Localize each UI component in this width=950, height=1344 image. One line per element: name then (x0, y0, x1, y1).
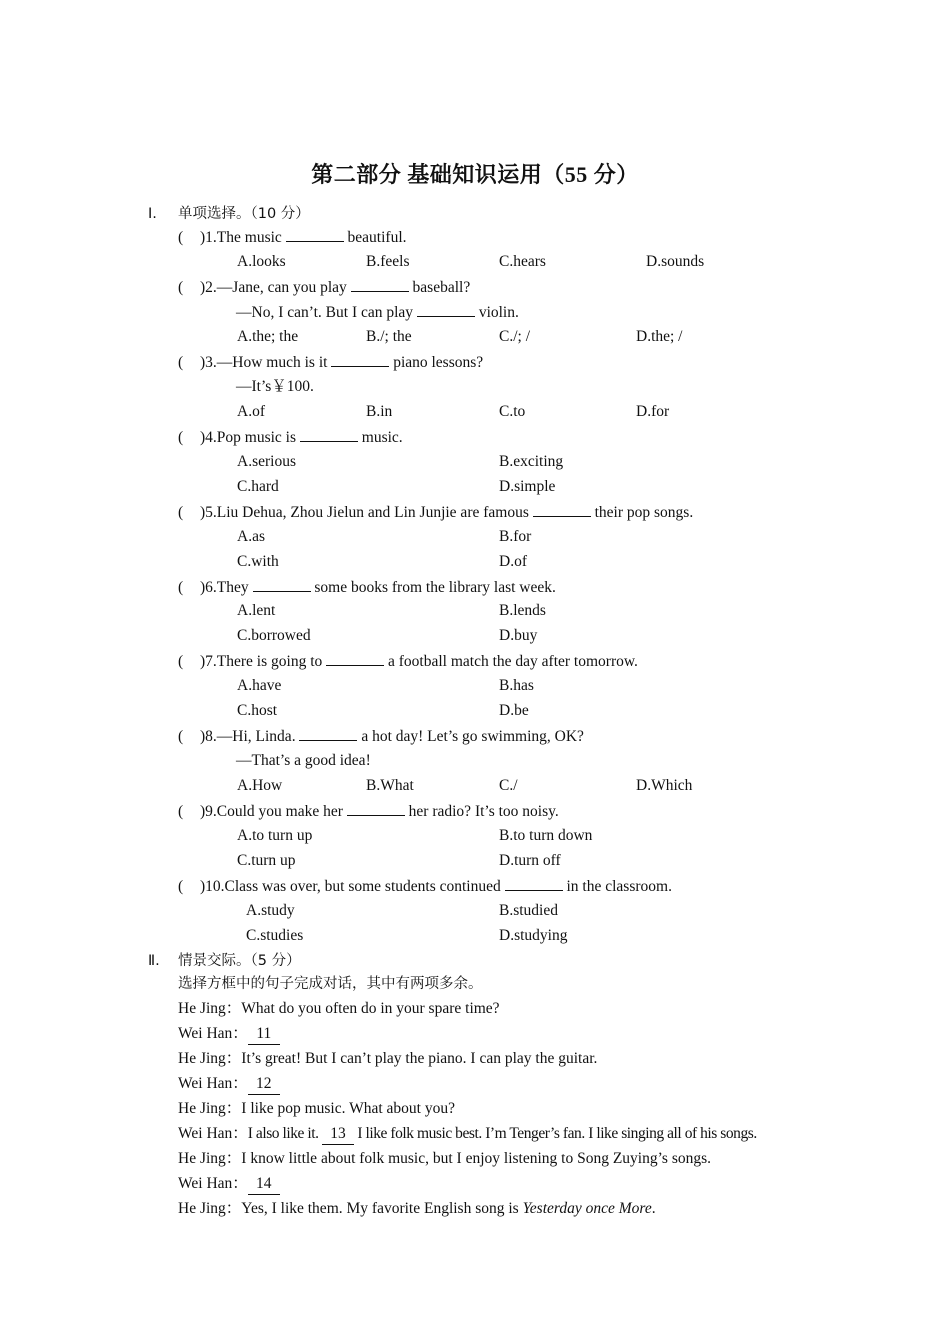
answer-blank (286, 227, 344, 242)
dialogue-line: He Jing：I like pop music. What about you? (178, 1100, 455, 1117)
dialogue-line: He Jing：What do you often do in your spare time? (178, 1000, 500, 1017)
section-2-title: 情景交际。（5 分） (178, 953, 301, 969)
dialogue-blank: 13 (322, 1124, 354, 1145)
option: B.What (366, 777, 414, 794)
option: A.the; the (237, 328, 299, 345)
question-2-reply: —No, I can’t. But I can play violin. (236, 304, 519, 321)
answer-blank (351, 277, 409, 292)
dialogue-blank: 14 (248, 1174, 280, 1195)
option: B.lends (499, 602, 546, 619)
question-2: ( )2.—Jane, can you play baseball? (178, 279, 471, 296)
question-4: ( )4.Pop music is music. (178, 429, 403, 446)
option: C.hears (499, 253, 546, 270)
option: A.as (237, 528, 265, 545)
section-1-heading (148, 202, 310, 223)
dialogue-line: Wei Han： 12 (178, 1074, 280, 1095)
option: B.exciting (499, 453, 564, 470)
option: A.to turn up (237, 827, 313, 844)
option: D.Which (636, 777, 693, 794)
option: C.hard (237, 478, 279, 495)
question-6: ( )6.They some books from the library last week. (178, 579, 556, 596)
question-8: ( )8.—Hi, Linda. a hot day! Let’s go swimming, OK? (178, 728, 584, 745)
instruction: 选择方框中的句子完成对话，其中有两项多余。 (178, 976, 483, 992)
option: D.the; / (636, 328, 683, 345)
option: D.for (636, 403, 670, 420)
option: A.study (246, 902, 295, 919)
answer-blank (331, 352, 389, 367)
option: D.simple (499, 478, 556, 495)
question-8-reply: —That’s a good idea! (236, 752, 371, 769)
option: B.studied (499, 902, 558, 919)
option: C.with (237, 553, 279, 570)
option: D.studying (499, 927, 568, 944)
question-9: ( )9.Could you make her her radio? It’s too noisy. (178, 803, 559, 820)
option: B./; the (366, 328, 412, 345)
dialogue-blank: 11 (248, 1024, 280, 1045)
question-3: ( )3.—How much is it piano lessons? (178, 354, 484, 371)
question-5: ( )5.Liu Dehua, Zhou Jielun and Lin Junjie are famous their pop songs. (178, 504, 694, 521)
option: B.has (499, 677, 534, 694)
answer-blank (300, 427, 358, 442)
question-3-reply: —It’s￥100. (236, 378, 314, 395)
option: C.host (237, 702, 278, 719)
option: D.buy (499, 627, 538, 644)
answer-blank (299, 726, 357, 741)
answer-blank (347, 801, 405, 816)
option: D.sounds (646, 253, 705, 270)
dialogue-line: Wei Han：I also like it. 13 I like folk music best. I’m Tenger’s fan. I like singing all of his songs. (178, 1124, 757, 1145)
part-title: 第二部分 基础知识运用（55 分） (311, 162, 639, 187)
option: D.turn off (499, 852, 561, 869)
option: B.in (366, 403, 393, 420)
answer-blank (253, 577, 311, 592)
option: B.for (499, 528, 532, 545)
section-1-number: Ⅰ. (148, 206, 157, 222)
option: A.looks (237, 253, 286, 270)
question-10: ( )10.Class was over, but some students continued in the classroom. (178, 878, 672, 895)
section-2-number: Ⅱ. (148, 953, 160, 969)
answer-blank (505, 876, 563, 891)
option: B.to turn down (499, 827, 593, 844)
option: D.of (499, 553, 527, 570)
song-title: Yesterday once More (522, 1200, 652, 1217)
section-2-heading (148, 949, 301, 970)
option: A.How (237, 777, 283, 794)
dialogue-line: He Jing：It’s great! But I can’t play the piano. I can play the guitar. (178, 1050, 598, 1067)
option: A.serious (237, 453, 296, 470)
option: D.be (499, 702, 529, 719)
option: A.lent (237, 602, 276, 619)
option: A.have (237, 677, 282, 694)
option: C.studies (246, 927, 304, 944)
option: C.borrowed (237, 627, 311, 644)
section-1-title: 单项选择。（10 分） (178, 206, 310, 222)
option: B.feels (366, 253, 410, 270)
option: C.to (499, 403, 526, 420)
option: C.turn up (237, 852, 296, 869)
answer-blank (326, 651, 384, 666)
answer-blank (417, 302, 475, 317)
option: C./; / (499, 328, 531, 345)
dialogue-blank: 12 (248, 1074, 280, 1095)
question-7: ( )7.There is going to a football match the day after tomorrow. (178, 653, 638, 670)
option: A.of (237, 403, 265, 420)
dialogue-line: He Jing：I know little about folk music, but I enjoy listening to Song Zuying’s songs. (178, 1150, 712, 1167)
dialogue-line: He Jing：Yes, I like them. My favorite English song is Yesterday once More. (178, 1200, 656, 1217)
option: C./ (499, 777, 518, 794)
answer-blank (533, 502, 591, 517)
dialogue-line: Wei Han： 14 (178, 1174, 280, 1195)
question-1: ( )1.The music beautiful. (178, 229, 407, 246)
dialogue-line: Wei Han： 11 (178, 1024, 280, 1045)
